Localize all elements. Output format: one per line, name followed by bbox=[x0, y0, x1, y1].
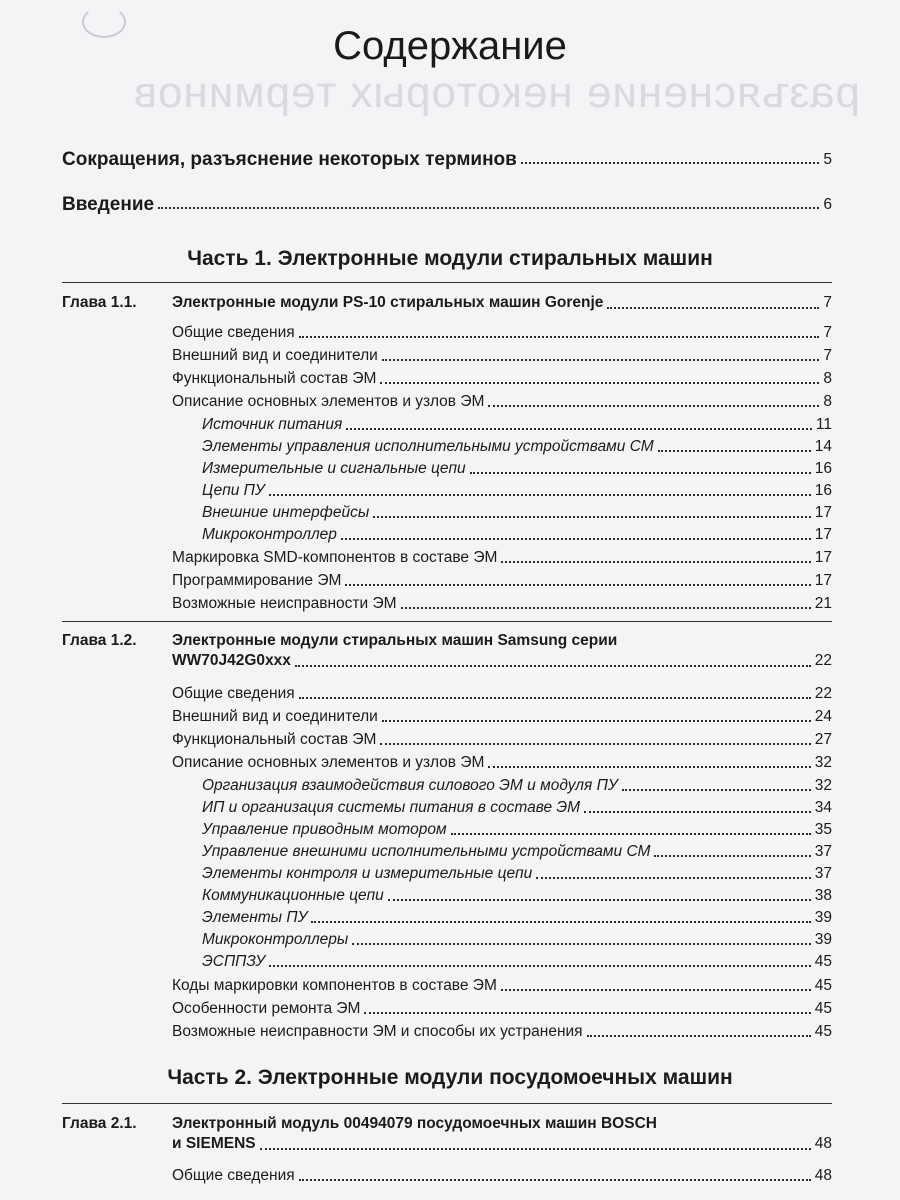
page-number: 32 bbox=[814, 777, 832, 794]
page-number: 7 bbox=[823, 294, 832, 311]
chapter-2-1[interactable] bbox=[62, 1114, 832, 1154]
item-label: Общие сведения bbox=[172, 324, 295, 341]
toc-entry-introduction[interactable] bbox=[62, 195, 832, 214]
toc-subitem[interactable] bbox=[202, 525, 832, 544]
leader-dots bbox=[382, 720, 811, 722]
toc-item[interactable] bbox=[172, 1022, 832, 1041]
chapter-1-2[interactable] bbox=[62, 631, 832, 671]
leader-dots bbox=[654, 855, 810, 857]
page-number: 37 bbox=[814, 865, 832, 882]
page-number: 39 bbox=[814, 931, 832, 948]
leader-dots bbox=[295, 665, 811, 667]
leader-dots bbox=[158, 207, 819, 209]
page-number: 39 bbox=[814, 909, 832, 926]
divider bbox=[62, 282, 832, 283]
page-number: 38 bbox=[814, 887, 832, 904]
item-label: Управление приводным мотором bbox=[202, 821, 447, 838]
item-label: Возможные неисправности ЭМ bbox=[172, 595, 397, 612]
page-number: 17 bbox=[814, 572, 832, 589]
toc-item[interactable] bbox=[172, 369, 832, 388]
page-number: 17 bbox=[814, 549, 832, 566]
item-label: Коммуникационные цепи bbox=[202, 887, 384, 904]
page-number: 45 bbox=[814, 1023, 832, 1040]
page-number: 21 bbox=[814, 595, 832, 612]
toc-item[interactable] bbox=[172, 548, 832, 567]
toc-item[interactable] bbox=[172, 392, 832, 411]
leader-dots bbox=[382, 359, 820, 361]
page-number: 22 bbox=[814, 685, 832, 702]
chapter-title-line1: Электронный модуль 00494079 посудомоечных машин BOSCH bbox=[172, 1115, 657, 1132]
leader-dots bbox=[299, 697, 811, 699]
toc-subitem[interactable] bbox=[202, 415, 832, 434]
toc-subitem[interactable] bbox=[202, 481, 832, 500]
toc-subitem[interactable] bbox=[202, 886, 832, 905]
item-label: Микроконтроллер bbox=[202, 526, 337, 543]
page-title: Содержание bbox=[333, 24, 567, 68]
toc-subitem[interactable] bbox=[202, 503, 832, 522]
item-label: Элементы ПУ bbox=[202, 909, 308, 926]
chapter-title-line2: и SIEMENS bbox=[172, 1135, 256, 1152]
toc-item[interactable] bbox=[172, 730, 832, 749]
item-label: Коды маркировки компонентов в составе ЭМ bbox=[172, 977, 497, 994]
page-number: 48 bbox=[814, 1135, 832, 1152]
leader-dots bbox=[388, 899, 811, 901]
item-label: Измерительные и сигнальные цепи bbox=[202, 460, 466, 477]
chapter-label: Глава 2.1. bbox=[62, 1115, 137, 1132]
divider bbox=[62, 1103, 832, 1104]
leader-dots bbox=[607, 307, 819, 309]
item-label: Внешние интерфейсы bbox=[202, 504, 370, 521]
item-label: Общие сведения bbox=[172, 1167, 295, 1184]
toc-subitem[interactable] bbox=[202, 864, 832, 883]
leader-dots bbox=[352, 943, 810, 945]
leader-dots bbox=[269, 494, 811, 496]
leader-dots bbox=[622, 789, 811, 791]
leader-dots bbox=[311, 921, 810, 923]
entry-label: Введение bbox=[62, 194, 155, 215]
leader-dots bbox=[658, 450, 811, 452]
toc-item[interactable] bbox=[172, 753, 832, 772]
toc-subitem[interactable] bbox=[202, 437, 832, 456]
leader-dots bbox=[269, 965, 811, 967]
leader-dots bbox=[584, 811, 811, 813]
toc-item[interactable] bbox=[172, 346, 832, 365]
page-number: 8 bbox=[823, 370, 832, 387]
toc-entry-abbreviations[interactable] bbox=[62, 150, 832, 169]
page-number: 34 bbox=[814, 799, 832, 816]
page-number: 11 bbox=[815, 416, 832, 433]
page-number: 24 bbox=[814, 708, 832, 725]
leader-dots bbox=[341, 538, 811, 540]
leader-dots bbox=[587, 1035, 811, 1037]
item-label: Элементы контроля и измерительные цепи bbox=[202, 865, 533, 882]
page-number: 35 bbox=[814, 821, 832, 838]
item-label: Внешний вид и соединители bbox=[172, 708, 378, 725]
item-label: Маркировка SMD-компонентов в составе ЭМ bbox=[172, 549, 498, 566]
item-label: Функциональный состав ЭМ bbox=[172, 731, 377, 748]
leader-dots bbox=[346, 428, 812, 430]
item-label: ИП и организация системы питания в составе ЭМ bbox=[202, 799, 581, 816]
leader-dots bbox=[501, 989, 811, 991]
toc-item[interactable] bbox=[172, 684, 832, 703]
item-label: Источник питания bbox=[202, 416, 343, 433]
page-number: 45 bbox=[814, 1000, 832, 1017]
item-label: Внешний вид и соединители bbox=[172, 347, 378, 364]
leader-dots bbox=[488, 766, 810, 768]
leader-dots bbox=[536, 877, 811, 879]
leader-dots bbox=[501, 561, 810, 563]
chapter-title: Электронные модули PS-10 стиральных машин Gorenje bbox=[172, 294, 604, 311]
toc-item[interactable] bbox=[172, 571, 832, 590]
page-number: 5 bbox=[823, 151, 832, 168]
chapter-label: Глава 1.2. bbox=[62, 632, 137, 649]
toc-subitem[interactable] bbox=[202, 459, 832, 478]
part-2-heading: Часть 2. Электронные модули посудомоечных машин bbox=[167, 1066, 733, 1089]
page-number: 17 bbox=[814, 504, 832, 521]
leader-dots bbox=[488, 405, 819, 407]
leader-dots bbox=[470, 472, 811, 474]
page-number: 48 bbox=[814, 1167, 832, 1184]
page-number: 32 bbox=[814, 754, 832, 771]
leader-dots bbox=[380, 743, 810, 745]
page-number: 22 bbox=[814, 652, 832, 669]
chapter-title-line1: Электронные модули стиральных машин Samsung серии bbox=[172, 632, 618, 649]
toc-subitem[interactable] bbox=[202, 930, 832, 949]
page-number: 6 bbox=[823, 196, 832, 213]
toc-subitem[interactable] bbox=[202, 952, 832, 971]
leader-dots bbox=[380, 382, 819, 384]
leader-dots bbox=[299, 336, 820, 338]
page-number: 45 bbox=[814, 977, 832, 994]
page-number: 14 bbox=[814, 438, 832, 455]
leader-dots bbox=[364, 1012, 810, 1014]
page-number: 7 bbox=[823, 347, 832, 364]
toc-subitem[interactable] bbox=[202, 798, 832, 817]
toc-subitem[interactable] bbox=[202, 776, 832, 795]
leader-dots bbox=[451, 833, 811, 835]
item-label: Возможные неисправности ЭМ и способы их устранения bbox=[172, 1023, 583, 1040]
item-label: Особенности ремонта ЭМ bbox=[172, 1000, 361, 1017]
item-label: Управление внешними исполнительными устройствами СМ bbox=[202, 843, 651, 860]
page-number: 37 bbox=[814, 843, 832, 860]
toc-subitem[interactable] bbox=[202, 842, 832, 861]
page-number: 17 bbox=[814, 526, 832, 543]
item-label: Организация взаимодействия силового ЭМ и модуля ПУ bbox=[202, 777, 618, 794]
item-label: Программирование ЭМ bbox=[172, 572, 342, 589]
item-label: Описание основных элементов и узлов ЭМ bbox=[172, 754, 485, 771]
item-label: Функциональный состав ЭМ bbox=[172, 370, 377, 387]
item-label: Микроконтроллеры bbox=[202, 931, 349, 948]
toc-item[interactable] bbox=[172, 323, 832, 342]
leader-dots bbox=[260, 1148, 811, 1150]
item-label: Описание основных элементов и узлов ЭМ bbox=[172, 393, 485, 410]
leader-dots bbox=[345, 584, 810, 586]
toc-subitem[interactable] bbox=[202, 908, 832, 927]
chapter-title-line2: WW70J42G0xxx bbox=[172, 652, 291, 669]
toc-item[interactable] bbox=[172, 594, 832, 613]
chapter-label: Глава 1.1. bbox=[62, 294, 137, 311]
toc-item[interactable] bbox=[172, 976, 832, 995]
page-number: 27 bbox=[814, 731, 832, 748]
leader-dots bbox=[401, 607, 811, 609]
item-label: Цепи ПУ bbox=[202, 482, 265, 499]
toc-item[interactable] bbox=[172, 1166, 832, 1185]
item-label: Общие сведения bbox=[172, 685, 295, 702]
page-number: 8 bbox=[823, 393, 832, 410]
toc-item[interactable] bbox=[172, 999, 832, 1018]
leader-dots bbox=[373, 516, 810, 518]
toc-subitem[interactable] bbox=[202, 820, 832, 839]
page-number: 16 bbox=[814, 482, 832, 499]
part-1-heading: Часть 1. Электронные модули стиральных машин bbox=[187, 247, 713, 270]
item-label: Элементы управления исполнительными устройствами СМ bbox=[202, 438, 654, 455]
item-label: ЭСППЗУ bbox=[202, 953, 266, 970]
leader-dots bbox=[299, 1179, 811, 1181]
bleed-through-text: разъяснение некоторых терминов bbox=[132, 68, 860, 117]
page-number: 7 bbox=[823, 324, 832, 341]
entry-label: Сокращения, разъяснение некоторых терминов bbox=[62, 149, 517, 170]
leader-dots bbox=[521, 162, 820, 164]
page-number: 16 bbox=[814, 460, 832, 477]
toc-item[interactable] bbox=[172, 707, 832, 726]
chapter-1-1[interactable] bbox=[62, 293, 832, 313]
page-number: 45 bbox=[814, 953, 832, 970]
divider bbox=[62, 621, 832, 622]
